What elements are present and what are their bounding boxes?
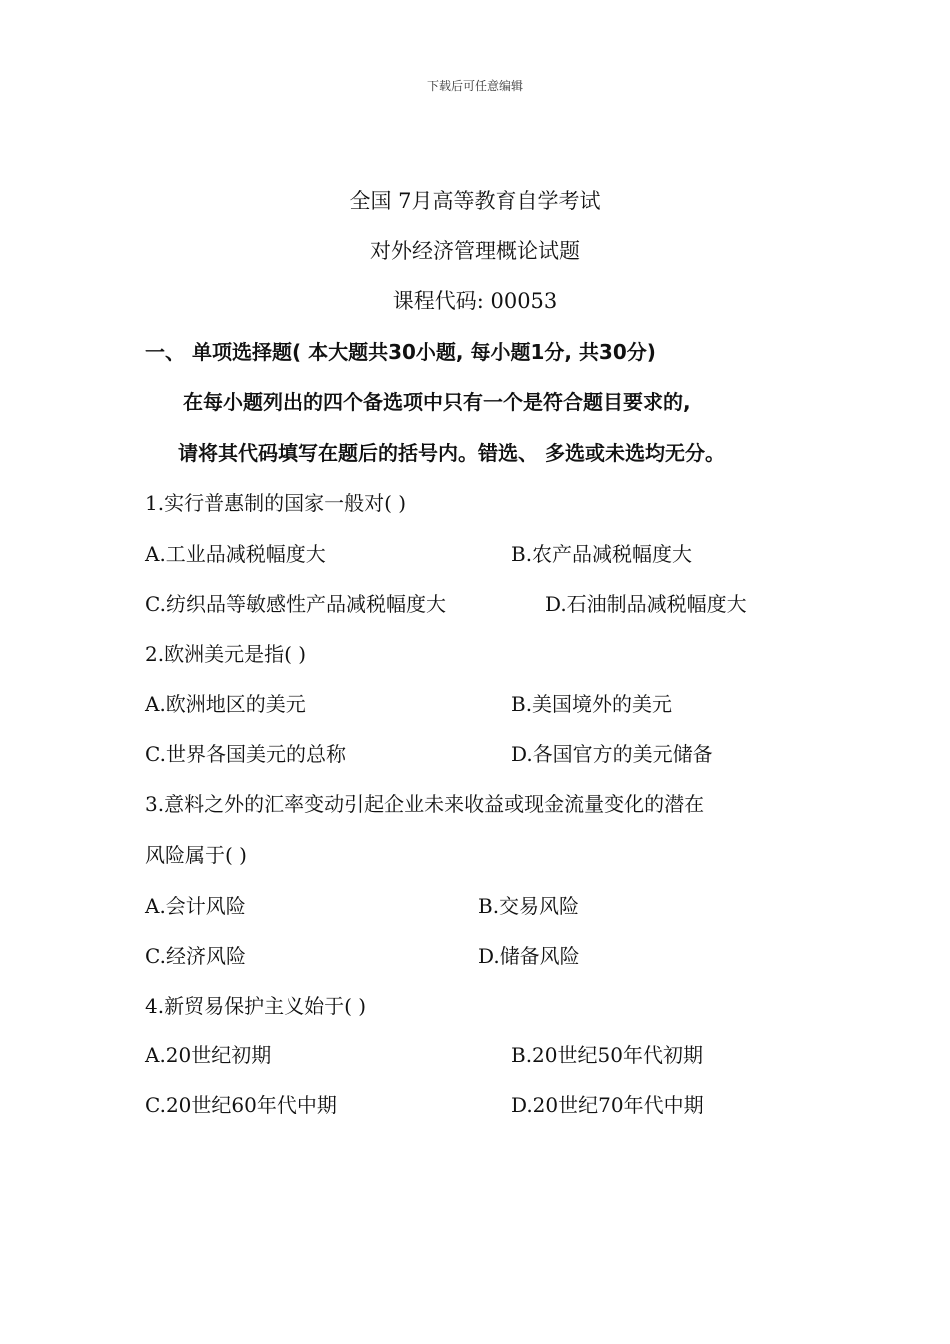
question-1-option-d: D.石油制品减税幅度大 (545, 592, 747, 616)
question-3-stem-line-2: 风险属于( ) (145, 843, 247, 867)
question-3-option-d: D.储备风险 (478, 944, 580, 968)
section-instruction-1: 在每小题列出的四个备选项中只有一个是符合题目要求的, (183, 390, 691, 414)
question-3-option-c: C.经济风险 (145, 944, 246, 968)
question-2-option-b: B.美国境外的美元 (511, 692, 673, 716)
section-instruction-2: 请将其代码填写在题后的括号内。错选、 多选或未选均无分。 (178, 441, 725, 465)
question-3-option-a: A.会计风险 (145, 894, 246, 918)
question-2-option-c: C.世界各国美元的总称 (145, 742, 346, 766)
question-1-option-b: B.农产品减税幅度大 (511, 542, 693, 566)
question-4-option-c: C.20世纪60年代中期 (145, 1093, 337, 1117)
question-1-option-c: C.纺织品等敏感性产品减税幅度大 (145, 592, 446, 616)
course-code: 课程代码: 00053 (392, 289, 558, 313)
question-2-option-d: D.各国官方的美元储备 (511, 742, 713, 766)
question-2-stem: 2.欧洲美元是指( ) (145, 642, 307, 666)
header-note: 下载后可任意编辑 (426, 79, 523, 93)
question-1-option-a: A.工业品减税幅度大 (145, 542, 326, 566)
exam-subject: 对外经济管理概论试题 (370, 239, 580, 263)
question-4-option-a: A.20世纪初期 (145, 1043, 272, 1067)
question-3-stem-line-1: 3.意料之外的汇率变动引起企业未来收益或现金流量变化的潜在 (145, 792, 705, 816)
question-4-stem: 4.新贸易保护主义始于( ) (145, 994, 367, 1018)
question-2-option-a: A.欧洲地区的美元 (145, 692, 306, 716)
question-3-option-b: B.交易风险 (478, 894, 580, 918)
question-4-option-d: D.20世纪70年代中期 (511, 1093, 704, 1117)
section-heading: 一、 单项选择题( 本大题共30小题, 每小题1分, 共30分) (145, 340, 656, 364)
question-4-option-b: B.20世纪50年代初期 (511, 1043, 703, 1067)
exam-title: 全国 7月高等教育自学考试 (349, 189, 601, 213)
question-1-stem: 1.实行普惠制的国家一般对( ) (145, 491, 407, 515)
